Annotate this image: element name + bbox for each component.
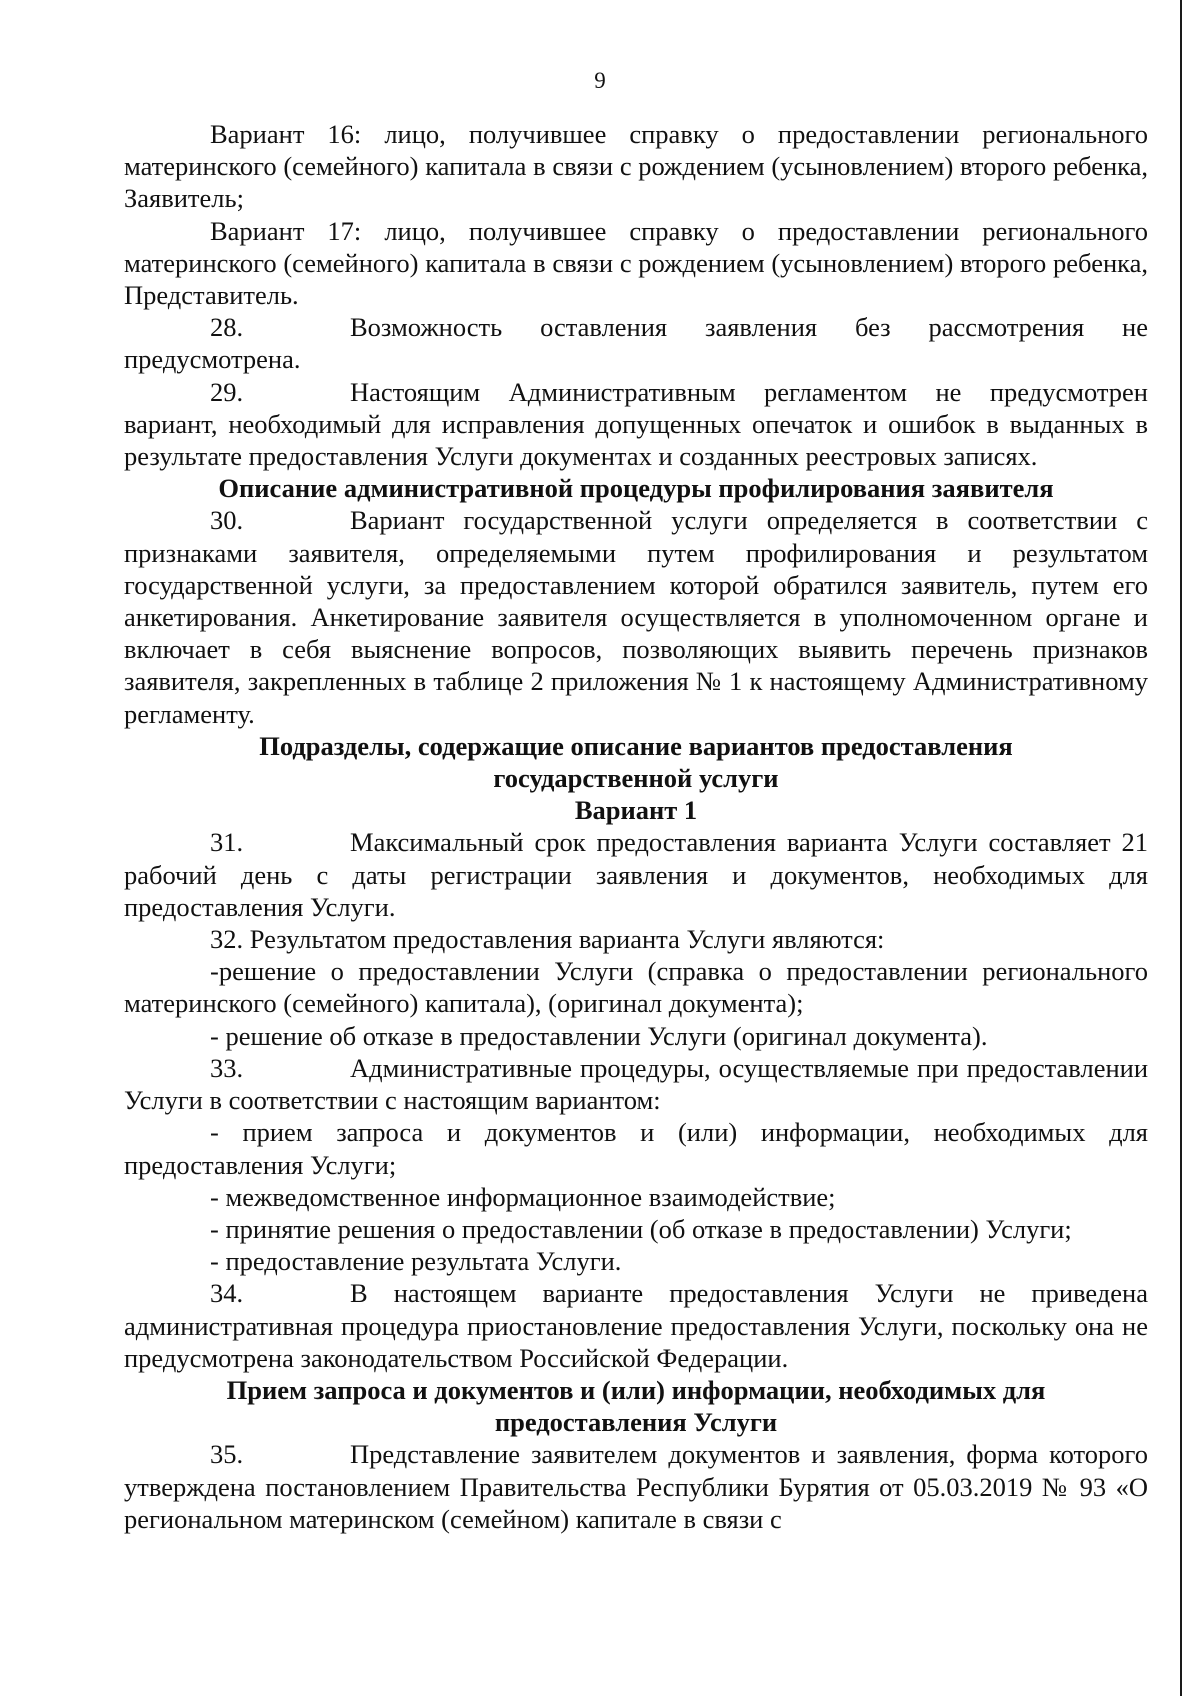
paragraph-33-item-b: - межведомственное информационное взаимодействие;: [210, 1181, 836, 1212]
paragraph-text: В настоящем варианте предоставления Услуги не приведена административная процедура приостановление предоставления Услуги, поскольку она не предусмотрена законодательством Российской Федерации.: [124, 1278, 1148, 1373]
paragraph-34: [124, 1277, 1148, 1374]
heading-profiling: Описание административной процедуры профилирования заявителя: [218, 473, 1054, 504]
paragraph-number: 29.: [210, 376, 244, 407]
heading-request-intake-line1: Прием запроса и документов и (или) информации, необходимых для: [226, 1374, 1046, 1405]
paragraph-31: [124, 826, 1148, 923]
paragraph-number: 30.: [210, 505, 244, 536]
paragraph-32-item-a: -решение о предоставлении Услуги (справка о предоставлении регионального материнского (семейного) капитала), (оригинал документа);: [124, 956, 1148, 1019]
page-number: 9: [594, 68, 606, 93]
paragraph-number: 28.: [210, 312, 244, 343]
paragraph-35: [124, 1438, 1148, 1535]
paragraph-number: 35.: [210, 1439, 244, 1470]
paragraph-30: [124, 504, 1148, 729]
heading-subsections-line1: Подразделы, содержащие описание вариантов предоставления: [259, 730, 1013, 761]
heading-variant-1: Вариант 1: [574, 795, 698, 826]
paragraph-text: Вариант государственной услуги определяется в соответствии с признаками заявителя, определяемыми путем профилирования и результатом государственной услуги, за предоставлением которой обратился заявитель, путем его анкетирования. Анкетирование заявителя осуществляется в уполномоченном органе и включает в себя выяснение вопросов, позволяющих выявить перечень признаков заявителя, закрепленных в таблице 2 приложения № 1 к настоящему Административному регламенту.: [124, 505, 1148, 729]
paragraph-32: 32. Результатом предоставления варианта Услуги являются:: [210, 924, 885, 955]
paragraph-28: [124, 311, 1148, 375]
paragraph-text: Возможность оставления заявления без рассмотрения не предусмотрена.: [124, 312, 1148, 375]
paragraph-number: 33.: [210, 1052, 244, 1083]
page-edge-line: [1180, 0, 1182, 1696]
heading-subsections-line2: государственной услуги: [493, 763, 779, 794]
paragraph-number: 34.: [210, 1278, 244, 1309]
paragraph-text: Административные процедуры, осуществляемые при предоставлении Услуги в соответствии с настоящим вариантом:: [124, 1052, 1148, 1116]
paragraph-33-item-a: - прием запроса и документов и (или) информации, необходимых для предоставления Услуги;: [124, 1117, 1148, 1180]
paragraph-number: 31.: [210, 827, 244, 858]
document-body: [124, 118, 1148, 1535]
heading-request-intake-line2: предоставления Услуги: [494, 1407, 778, 1438]
paragraph-text: Настоящим Административным регламентом не предусмотрен вариант, необходимый для исправления допущенных опечаток и ошибок в выданных в результате предоставления Услуги документах и созданных реестровых записях.: [124, 376, 1148, 472]
paragraph-33-item-c: - принятие решения о предоставлении (об отказе в предоставлении) Услуги;: [210, 1213, 1072, 1244]
paragraph-33: [124, 1052, 1148, 1116]
paragraph-29: [124, 376, 1148, 473]
paragraph-text: Представление заявителем документов и заявления, форма которого утверждена постановлением Правительства Республики Бурятия от 05.03.2019 № 93 «О региональном материнском (семейном) капитале в связи с: [124, 1439, 1148, 1534]
paragraph-text: Максимальный срок предоставления варианта Услуги составляет 21 рабочий день с даты регистрации заявления и документов, необходимых для предоставления Услуги.: [124, 827, 1148, 922]
paragraph-variant-16: Вариант 16: лицо, получившее справку о предоставлении регионального материнского (семейного) капитала в связи с рождением (усыновлением) второго ребенка, Заявитель;: [124, 119, 1148, 214]
paragraph-32-item-b: - решение об отказе в предоставлении Услуги (оригинал документа).: [210, 1020, 988, 1051]
paragraph-33-item-d: - предоставление результата Услуги.: [210, 1246, 622, 1277]
paragraph-variant-17: Вариант 17: лицо, получившее справку о предоставлении регионального материнского (семейного) капитала в связи с рождением (усыновлением) второго ребенка, Представитель.: [124, 215, 1148, 311]
